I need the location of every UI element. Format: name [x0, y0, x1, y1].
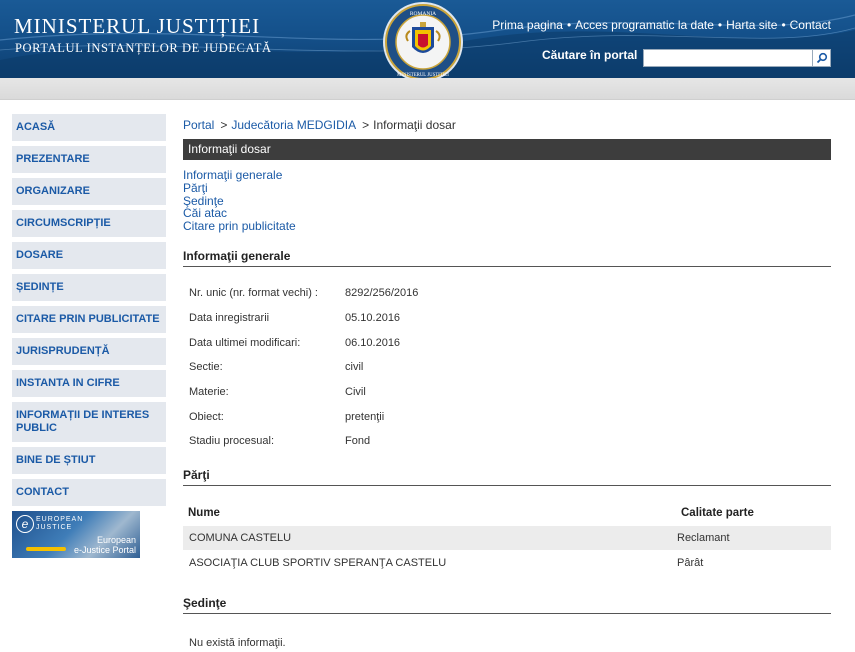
info-row	[183, 380, 831, 405]
link-citare-prin-publicitate[interactable]: Citare prin publicitate	[183, 219, 296, 234]
sidebar-item-contact[interactable]: CONTACT	[12, 479, 166, 506]
sidebar-item-citare-prin-publicitate[interactable]: CITARE PRIN PUBLICITATE	[12, 306, 166, 333]
info-value: Fond	[345, 435, 371, 448]
info-label: Nr. unic (nr. format vechi) :	[189, 287, 318, 300]
banner-line-justice: JUSTICE	[36, 524, 73, 531]
top-link-prima-pagina[interactable]: Prima pagina	[492, 18, 563, 32]
breadcrumb: Portal > Judecătoria MEDGIDIA > Informaţii dosar	[183, 118, 456, 132]
sidebar-nav	[12, 114, 166, 558]
banner-line-european: EUROPEAN	[36, 516, 84, 523]
emblem-bottom-text: MINISTERUL JUSTITIEI	[397, 73, 449, 78]
breadcrumb-portal[interactable]: Portal	[183, 118, 215, 132]
breadcrumb-current: Informaţii dosar	[373, 118, 456, 132]
sidebar-item-circumscriptie[interactable]: CIRCUMSCRIPȚIE	[12, 210, 166, 237]
info-label: Materie:	[189, 386, 229, 399]
info-value: pretenţii	[345, 410, 385, 423]
link-sedinte[interactable]: Şedinţe	[183, 193, 224, 208]
top-link-acces-programatic[interactable]: Acces programatic la date	[575, 18, 714, 32]
info-label: Sectie:	[189, 361, 223, 374]
sidebar-item-prezentare[interactable]: PREZENTARE	[12, 146, 166, 173]
party-role: Pârât	[677, 556, 704, 569]
party-name: ASOCIAŢIA CLUB SPORTIV SPERANŢA CASTELU	[189, 556, 447, 569]
section-links	[183, 169, 831, 233]
info-row	[183, 306, 831, 331]
info-label: Data ultimei modificari:	[189, 336, 301, 349]
page-title: Informaţii dosar	[183, 139, 831, 160]
info-value: 05.10.2016	[345, 312, 401, 325]
info-value: 06.10.2016	[345, 336, 401, 349]
header-grey-bar	[0, 78, 855, 100]
column-header-role: Calitate parte	[681, 506, 754, 519]
sidebar-item-dosare[interactable]: DOSARE	[12, 242, 166, 269]
search-button[interactable]	[813, 49, 831, 67]
info-label: Stadiu procesual:	[189, 435, 274, 448]
sidebar-item-sedinte[interactable]: ȘEDINȚE	[12, 274, 166, 301]
link-informatii-generale[interactable]: Informaţii generale	[183, 168, 283, 182]
info-row	[183, 429, 831, 454]
section-heading-parti: Părţi	[183, 468, 831, 486]
column-header-name: Nume	[188, 506, 220, 519]
site-subtitle[interactable]: PORTALUL INSTANȚELOR DE JUDECATĂ	[15, 41, 272, 55]
info-value: civil	[345, 361, 364, 374]
sidebar-item-acasa[interactable]: ACASĂ	[12, 114, 166, 141]
link-cai-atac[interactable]: Căi atac	[183, 206, 228, 221]
search-label: Căutare în portal	[542, 48, 638, 62]
info-value: Civil	[345, 386, 366, 399]
top-link-contact[interactable]: Contact	[789, 18, 831, 32]
sidebar-item-instanta-in-cifre[interactable]: INSTANTA IN CIFRE	[12, 370, 166, 397]
info-label: Obiect:	[189, 410, 224, 423]
top-links: Prima pagina • Acces programatic la date • Harta site • Contact	[492, 18, 831, 32]
banner-portal-text	[74, 535, 136, 555]
party-role: Reclamant	[677, 532, 730, 545]
sedinte-empty-message: Nu există informaţii.	[189, 636, 286, 649]
sidebar-item-organizare[interactable]: ORGANIZARE	[12, 178, 166, 205]
e-justice-portal-banner[interactable]	[12, 511, 140, 558]
sidebar-item-bine-de-stiut[interactable]: BINE DE ȘTIUT	[12, 447, 166, 474]
table-row	[183, 526, 831, 551]
coat-of-arms-emblem-icon[interactable]	[380, 1, 466, 78]
search-input[interactable]	[643, 49, 813, 67]
e-justice-logo-icon: e	[16, 515, 34, 533]
info-label: Data inregistrarii	[189, 312, 270, 325]
info-row	[183, 404, 831, 429]
section-heading-sedinte: Şedinţe	[183, 596, 831, 614]
section-heading-general: Informaţii generale	[183, 249, 831, 267]
link-parti[interactable]: Părţi	[183, 180, 208, 195]
general-info-table	[183, 281, 831, 454]
breadcrumb-court[interactable]: Judecătoria MEDGIDIA	[231, 118, 357, 132]
banner-line-european-2: European	[96, 535, 136, 545]
party-name: COMUNA CASTELU	[189, 532, 292, 545]
sidebar-item-jurisprudenta[interactable]: JURISPRUDENȚĂ	[12, 338, 166, 365]
site-header	[0, 0, 855, 78]
banner-line-portal: e-Justice Portal	[73, 545, 136, 555]
magnifier-icon	[816, 52, 828, 64]
info-row	[183, 281, 831, 306]
top-link-harta-site[interactable]: Harta site	[726, 18, 778, 32]
sidebar-item-informatii-interes-public[interactable]: INFORMAȚII DE INTERES PUBLIC	[12, 402, 166, 442]
main-content	[183, 118, 831, 649]
info-row	[183, 355, 831, 380]
info-value: 8292/256/2016	[345, 287, 419, 300]
parti-table-header	[183, 500, 831, 526]
emblem-top-text: ROMANIA	[409, 11, 437, 17]
table-row	[183, 550, 831, 575]
info-row	[183, 330, 831, 355]
banner-yellow-bar	[26, 547, 66, 551]
site-title[interactable]: MINISTERUL JUSTIȚIEI	[14, 14, 261, 38]
